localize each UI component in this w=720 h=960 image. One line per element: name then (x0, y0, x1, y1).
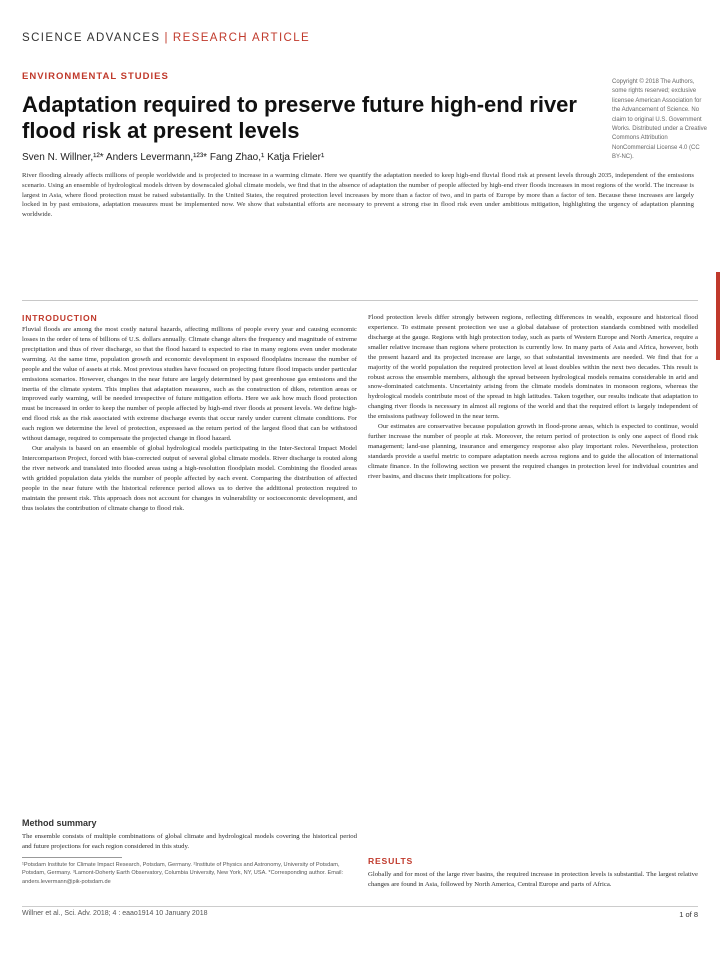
edge-tab (716, 272, 720, 360)
citation-footer: Willner et al., Sci. Adv. 2018; 4 : eaao1914 10 January 2018 (22, 910, 208, 917)
body-paragraph: Our estimates are conservative because population growth in flood-prone areas, which is expected to continue, would further increase the number of people at risk. Moreover, the return period of protection is only one aspect of flood risk management; land-use planning, insurance and emergency response also play important roles. Nevertheless, protection standards provide a useful metric to compare adaptation needs across regions and to guide the allocation of international climate finance. In the following section we present the required changes in protection level for individual countries and river basins, and discuss their implications for policy. (368, 423, 698, 480)
abstract: River flooding already affects millions of people worldwide and is projected to increase in a warming climate. Here we quantify the adaptation needed to keep high-end fluvial flood risk at present levels through 2035, independent of the emissions scenario. Using an ensemble of hydrological models driven by downscaled global climate models, we find that in the absence of adaptation the number of people affected by high-end river floods increases in most regions of the world. The increase is largest in Asia, where flood protection must be raised substantially. In the United States, the required protection level increases by more than a factor of two, and in parts of Europe by more than a factor of ten. Because these increases are largely locked in by past emissions, adaptation measures must be implemented now. We show that substantial efforts are necessary to prevent a strong rise in flood risk even under ambitious mitigation, highlighting the urgency of adaptation planning worldwide. (22, 172, 694, 219)
results-text: Globally and for most of the large river basins, the required increase in protection levels is substantial. The largest relative changes are found in Asia, followed by North America, Central Europe and parts of Africa. (368, 871, 698, 888)
header-separator: | (164, 32, 169, 44)
method-summary-text: The ensemble consists of multiple combinations of global climate and hydrological models covering the historical period and future projections for each region considered in this study. (22, 833, 357, 850)
abstract-divider (22, 300, 698, 301)
author-list: Sven N. Willner,¹²* Anders Levermann,¹²³* Fang Zhao,¹ Katja Frieler¹ (22, 152, 325, 163)
body-paragraph: Fluvial floods are among the most costly natural hazards, affecting millions of people every year and causing economic losses in the order of tens of billions of U.S. dollars annually. Climate change alters the frequency and magnitude of extreme precipitation and thus of river discharge, so that the flood hazard is expected to rise in many regions even under moderate warming. At the same time, population growth and economic development in exposed floodplains increase the number of people and the value of assets at risk. Most previous studies have focused on projecting future flood impacts under particular emissions scenarios. However, changes in the near future are largely determined by past greenhouse gas emissions and the inertia of the climate system. This implies that adaptation measures, such as the construction of dikes, retention areas or improved early warning, will be needed irrespective of future mitigation efforts. Here we ask how much flood protection must be increased in order to keep the number of people affected by high-end river floods at present levels. We define high-end flood risk as the risk associated with extreme discharge events that occur rarely under current climate conditions. For each region we determine the level of protection, expressed as the return period of the largest flood that can be withstood without damage, required to compensate the projected change in flood hazard. (22, 326, 357, 443)
page-number: 1 of 8 (679, 910, 698, 919)
article-type: RESEARCH ARTICLE (172, 32, 311, 44)
journal-name: SCIENCE ADVANCES (22, 32, 161, 44)
results-heading: RESULTS (368, 856, 414, 866)
article-title: Adaptation required to preserve future high-end river flood risk at present levels (22, 92, 577, 143)
right-column (368, 313, 698, 482)
author-affiliations: ¹Potsdam Institute for Climate Impact Research, Potsdam, Germany. ²Institute of Physics and Astronomy, University of Potsdam, Potsdam, Germany. ³Lamont-Doherty Earth Observatory, Columbia University, New York, NY, USA. *Corresponding author. Email: anders.levermann@pik-potsdam.de (22, 862, 344, 885)
left-column (22, 325, 357, 514)
body-paragraph: Our analysis is based on an ensemble of global hydrological models participating in the Inter-Sectoral Impact Model Intercomparison Project, forced with bias-corrected output of several global climate models. River discharge is routed along the river network and translated into flooded areas using a high-resolution floodplain model. Combining the flooded areas with gridded population data yields the number of people affected by each event. Comparing the distribution of affected people in the near future with the historical reference period allows us to derive the additional protection required to maintain the present risk. This approach does not account for changes in vulnerability or socioeconomic development, and thus isolates the contribution of climate change to flood risk. (22, 445, 357, 512)
body-paragraph: Flood protection levels differ strongly between regions, reflecting differences in wealth, exposure and historical flood experience. To estimate present protection we use a global database of protection standards combined with modelled discharge at the gauge. Regions with high protection today, such as parts of Western Europe and North America, require a smaller relative increase than regions where protection is currently low. In many parts of Asia and Africa, however, both the present hazard and its projected increase are large, so that substantial investments are needed. We find that for a majority of the world population the required protection level at least doubles within the next two decades. This result is robust across the ensemble members, although the spread between hydrological models remains considerable in arid and snow-dominated catchments. Uncertainty arising from the climate models dominates in monsoon regions, whereas the hydrological models contribute most of the spread in high latitudes. Taken together, our results indicate that adaptation to changing river floods is necessary in almost all regions of the world and that the required effort is largely independent of the emissions pathway followed in the near term. (368, 314, 698, 421)
copyright-note: Copyright © 2018 The Authors, some rights reserved; exclusive licensee American Association for the Advancement of Science. No claim to original U.S. Government Works. Distributed under a Creative Commons Attribution NonCommercial License 4.0 (CC BY-NC). (612, 79, 707, 161)
subject-category: ENVIRONMENTAL STUDIES (22, 71, 169, 82)
footer-divider (22, 906, 698, 907)
method-summary-heading: Method summary (22, 818, 97, 828)
introduction-heading: INTRODUCTION (22, 313, 98, 323)
footnote-divider (22, 857, 122, 858)
journal-header (22, 32, 310, 44)
